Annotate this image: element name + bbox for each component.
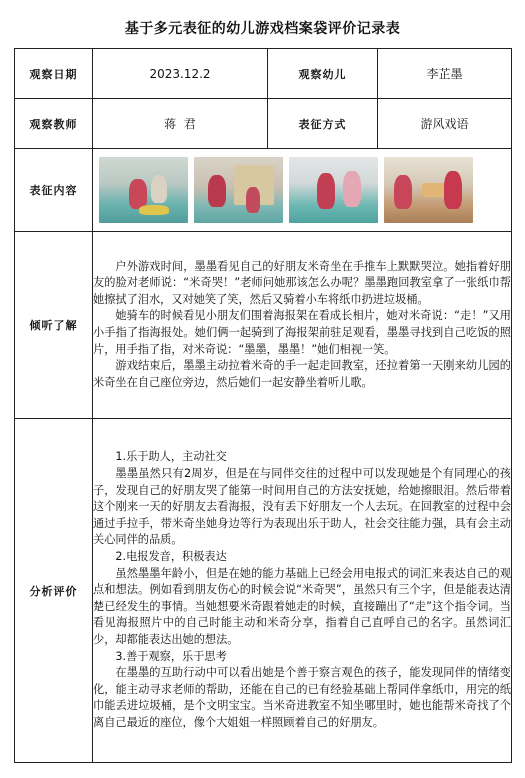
- label-method: 表征方式: [268, 99, 378, 149]
- row-date: [15, 49, 512, 99]
- value-child: 李芷墨: [378, 49, 512, 99]
- row-analysis: [15, 419, 512, 763]
- analysis-heading: 3.善于观察，乐于思考: [115, 649, 227, 663]
- value-teacher: 蒋 君: [93, 99, 268, 149]
- listen-paragraph: 她骑车的时候看见小朋友们围着海报架在看成长相片，她对米奇说：“走！”又用小手指了指海报处。她们俩一起骑到了海报架前驻足观看，墨墨寻找到自己吃饭的照片，用手指了指，对米奇说：“墨墨，墨墨！”她们相视一笑。: [93, 309, 511, 356]
- row-teacher: [15, 99, 512, 149]
- listen-paragraph: 户外游戏时间，墨墨看见自己的好朋友米奇坐在手推车上默默哭泣。她指着好朋友的脸对老师说：“米奇哭！”老师问她那该怎么办呢？墨墨跑回教室拿了一张纸巾帮她擦拭了泪水，又对她笑了笑，然后又骑着小车将纸巾扔进垃圾桶。: [93, 259, 511, 306]
- analysis-paragraph: 在墨墨的互助行动中可以看出她是个善于察言观色的孩子，能发现同伴的情绪变化，能主动寻求老师的帮助，还能在自己的已有经验基础上帮同伴拿纸巾，用完的纸巾能丢进垃圾桶，是个文明宝宝。当米奇进教室不知坐哪里时，她也能帮米奇找了个离自己最近的座位，像个大姐姐一样照顾着自己的好朋友。: [93, 666, 511, 729]
- label-analysis: 分析评价: [15, 419, 93, 763]
- listen-paragraph: 游戏结束后，墨墨主动拉着米奇的手一起走回教室，还拉着第一天刚来幼儿园的米奇坐在自己座位旁边，然后她们一起安静坐着听儿歌。: [93, 359, 511, 389]
- document-title: 基于多元表征的幼儿游戏档案袋评价记录表: [124, 21, 401, 37]
- analysis-paragraph: 虽然墨墨年龄小，但是在她的能力基础上已经会用电报式的词汇来表达自己的观点和想法。例如看到朋友伤心的时候会说“米奇哭”，虽然只有三个字，但是能表达清楚已经发生的事情。当她想要米奇跟着她走的时候，直接蹦出了“走”这个指令词。当看见海报照片中的自己时能主动和米奇分享，指着自己直呼自己的名字。虽然词汇少，却都能表达出她的想法。: [93, 566, 511, 646]
- photo-1: [99, 157, 188, 223]
- photo-strip: [93, 149, 511, 231]
- value-method: 游风戏语: [378, 99, 512, 149]
- photo-3: [289, 157, 378, 223]
- value-date: 2023.12.2: [93, 49, 268, 99]
- label-listen: 倾听了解: [15, 232, 93, 419]
- listen-text: [93, 232, 512, 419]
- label-teacher: 观察教师: [15, 99, 93, 149]
- evaluation-table: [14, 48, 512, 763]
- row-content: [15, 149, 512, 232]
- label-child: 观察幼儿: [268, 49, 378, 99]
- row-listen: [15, 232, 512, 419]
- analysis-paragraph: 墨墨虽然只有2周岁，但是在与同伴交往的过程中可以发现她是个有同理心的孩子，发现自己的好朋友哭了能第一时间用自己的方法安抚她，给她擦眼泪。然后带着这个刚来一天的好朋友去看海报，没有丢下好朋友一个人去玩。在回教室的过程中会通过手拉手，带米奇坐她身边等行为表现出乐于助人，社会交往能力强，具有会主动关心同伴的品质。: [93, 467, 511, 547]
- analysis-text: [93, 419, 512, 763]
- label-date: 观察日期: [15, 49, 93, 99]
- analysis-heading: 2.电报发音，积极表达: [115, 550, 227, 564]
- photo-2: [194, 157, 283, 223]
- label-content: 表征内容: [15, 149, 93, 232]
- photo-4: [384, 157, 473, 223]
- analysis-heading: 1.乐于助人，主动社交: [115, 450, 227, 464]
- photo-cell: [93, 149, 512, 232]
